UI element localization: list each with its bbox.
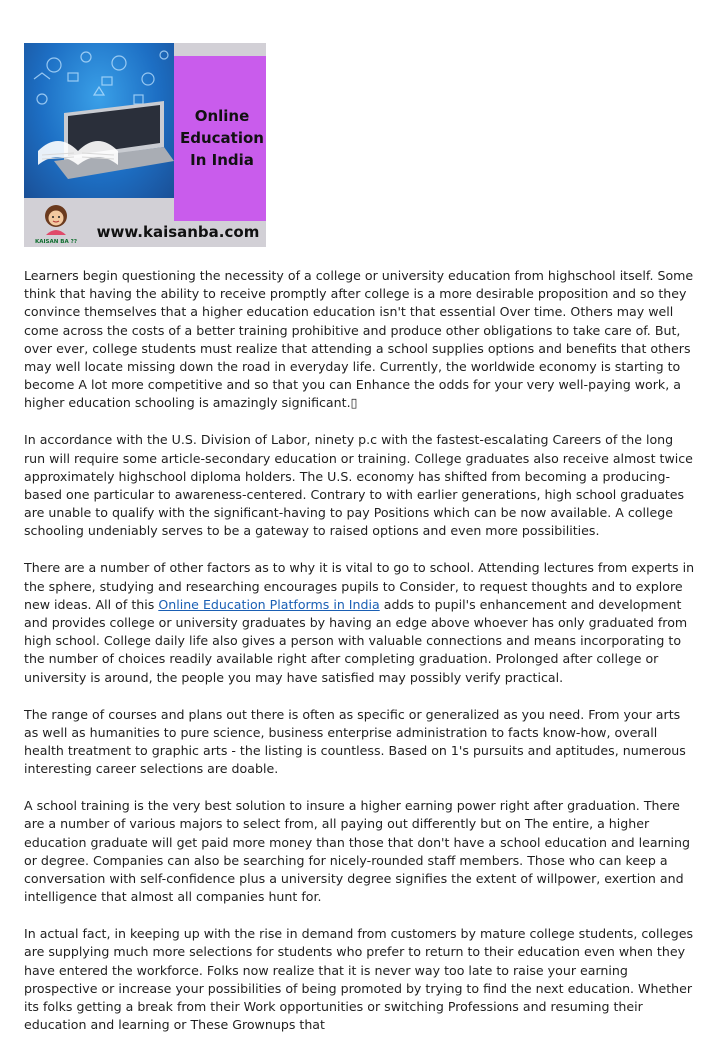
paragraph-1: Learners begin questioning the necessity of a college or university education from highschool itself. Some think that having the ability to receive promptly after college is a more desirable proposition and so they convince themselves that a higher education education isn't that essential Over time. Others may well come across the costs of a better training prohibitive and produce other obligations to take care of. But, over ever, college students must realize that attending a school supplies options and benefits that others may well locate missing down the road in everyday life. Currently, the worldwide economy is starting to become A lot more competitive and so that you can Enhance the odds for your very well-paying work, a higher education schooling is amazingly significant.▯ [24, 268, 694, 411]
kaisanba-logo [30, 201, 82, 245]
website-url: www.kaisanba.com [96, 223, 260, 241]
hero-title-line-3: In India [190, 151, 254, 169]
article-body [24, 267, 696, 1053]
paragraph-4: The range of courses and plans out there is often as specific or generalized as you need. From your arts as well as humanities to pure science, business enterprise administration to facts know-how, overall health treatment to graphic arts - the listing is countless. Based on 1's pursuits and aptitudes, numerous interesting career selections are doable. [24, 706, 686, 777]
hero-title-line-2: Education [180, 129, 264, 147]
laptop-illustration [24, 43, 174, 198]
paragraph-3-start: There are a number of other factors as to why it is vital to go to school. Attending lectures from experts in the sphere, studying and researching encourages pupils to Consider, to request thoughts and to explore new ideas. All of this [24, 560, 695, 612]
laptop-book-icon [24, 43, 174, 198]
paragraph-3-end: adds to pupil's enhancement and development and provides college or university graduates by having an edge above whoever has only graduated from high school. College daily life also gives a person with valuable connections and means incorporating to the number of choices readily available right after completing graduation. Prolonged after college or university is around, the people you may have satisfied may possibly verify practical. [24, 596, 688, 685]
paragraph-3 [24, 559, 696, 686]
hero-title [177, 105, 266, 171]
hero-title-line-1: Online [194, 107, 250, 125]
hero-image [24, 43, 266, 247]
paragraph-2: In accordance with the U.S. Division of Labor, ninety p.c with the fastest-escalating Careers of the long run will require some article-secondary education or training. College graduates also receive almost twice approximately highschool diploma holders. The U.S. economy has shifted from becoming a producing-based one particular to awareness-centered. Contrary to with earlier generations, high school graduates are unable to qualify with the significant-having to pay Positions which can be now available. A college schooling undeniably serves to be a gateway to raised options and even more possibilities. [24, 432, 693, 539]
paragraph-6: In actual fact, in keeping up with the rise in demand from customers by mature college students, colleges are supplying much more selections for students who prefer to return to their education even when they have entered the workforce. Folks now realize that it is never way too late to raise your earning prospective or increase your possibilities of being promoted by trying to find the next education. Whether its folks getting a break from their Work opportunities or switching Professions and resuming their education and learning or These Grownups that [24, 926, 694, 1033]
online-education-platforms-link[interactable]: Online Education Platforms in India [158, 596, 380, 612]
paragraph-5: A school training is the very best solution to insure a higher earning power right after graduation. There are a number of various majors to select from, all paying out differently but on The entire, a higher education graduate will get paid more money than those that don't have a school education and learning or degree. Companies can also be searching for nicely-rounded staff members. Those who can keep a conversation with self-confidence plus a university degree signifies the extent of willpower, exertion and intelligence that almost all companies hunt for. [24, 798, 691, 905]
svg-text:KAISAN BA ??: KAISAN BA ?? [34, 239, 78, 245]
